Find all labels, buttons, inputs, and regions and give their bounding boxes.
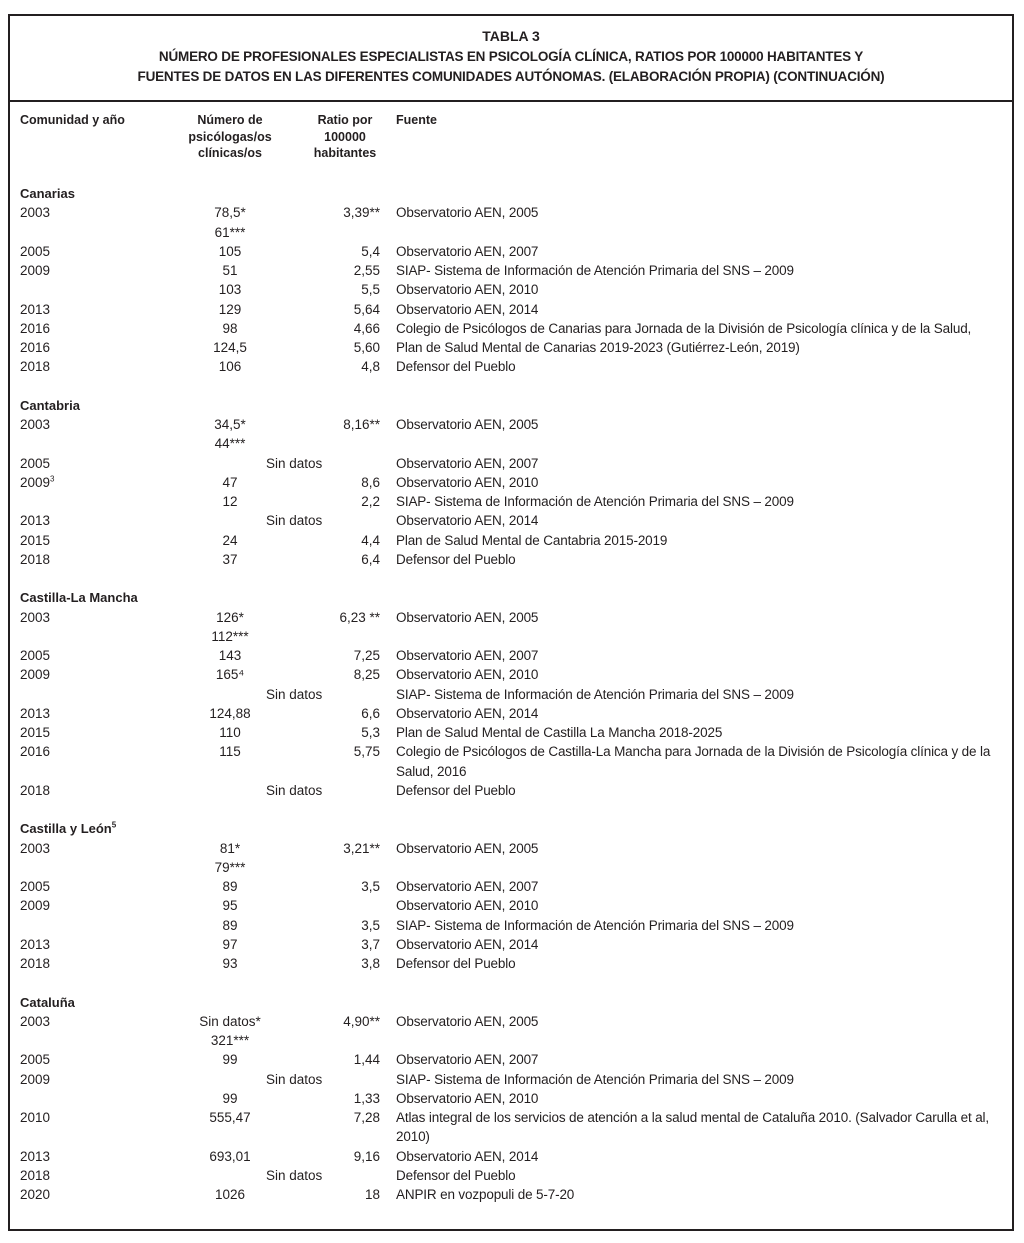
row-year: 2003 xyxy=(20,417,51,432)
table-title-line-1: NÚMERO DE PROFESIONALES ESPECIALISTAS EN PSICOLOGÍA CLÍNICA, RATIOS POR 100000 HABITANTES Y xyxy=(158,49,864,64)
table-row xyxy=(10,280,1012,299)
section-name: Canarias xyxy=(20,186,75,201)
row-numero: 129 xyxy=(218,301,242,317)
table-row xyxy=(10,916,1012,935)
row-numero: 93 xyxy=(222,956,238,971)
row-numero: 1026 xyxy=(214,1187,246,1202)
header-ratio-line: Ratio por xyxy=(317,113,373,127)
row-year: 2013 xyxy=(20,705,51,721)
table-row xyxy=(10,223,1012,242)
section-spacer xyxy=(10,800,1012,819)
row-ratio: 8,25 xyxy=(353,667,380,683)
row-fuente: Defensor del Pueblo xyxy=(396,956,516,971)
footnote-mark: 5 xyxy=(111,820,117,830)
row-ratio: 5,75 xyxy=(353,744,380,760)
row-year: 2018 xyxy=(20,782,51,798)
row-numero: 34,5* xyxy=(214,417,246,432)
table-row xyxy=(10,511,1012,530)
row-ratio: 9,16 xyxy=(353,1148,380,1164)
row-ratio: 4,66 xyxy=(353,320,380,336)
row-ratio: 7,28 xyxy=(353,1110,380,1125)
row-fuente: Defensor del Pueblo xyxy=(396,1167,516,1183)
row-numero: 78,5* xyxy=(214,205,246,221)
row-sin-datos: Sin datos xyxy=(266,686,323,702)
table-row xyxy=(10,434,1012,453)
row-fuente: SIAP- Sistema de Información de Atención Primaria del SNS – 2009 xyxy=(396,917,794,933)
row-fuente: Observatorio AEN, 2005 xyxy=(396,1013,539,1029)
row-fuente: Observatorio AEN, 2010 xyxy=(396,1090,539,1106)
table-row xyxy=(10,685,1012,704)
row-year: 2016 xyxy=(20,744,51,760)
table-row xyxy=(10,1050,1012,1069)
row-numero: 98 xyxy=(222,320,238,336)
row-fuente: Plan de Salud Mental de Canarias 2019-2023 (Gutiérrez-León, 2019) xyxy=(396,340,800,355)
table-row xyxy=(10,742,1012,781)
row-numero: 89 xyxy=(222,879,238,894)
table-row xyxy=(10,858,1012,877)
row-ratio: 18 xyxy=(364,1187,380,1202)
row-fuente: Observatorio AEN, 2014 xyxy=(396,705,539,721)
row-year: 2005 xyxy=(20,879,51,894)
row-fuente: SIAP- Sistema de Información de Atención Primaria del SNS – 2009 xyxy=(396,1071,794,1087)
row-ratio: 2,2 xyxy=(361,494,380,509)
row-fuente: Colegio de Psicólogos de Castilla-La Mancha para Jornada de la División de Psicología clínica y de la Salud, 2016 xyxy=(396,744,991,779)
row-fuente xyxy=(396,434,1006,453)
table-row xyxy=(10,608,1012,627)
row-numero: 126* xyxy=(216,609,244,625)
row-sin-datos: Sin datos xyxy=(266,1167,323,1183)
table-row xyxy=(10,357,1012,376)
header-ratio-line: 100000 xyxy=(324,129,366,144)
table-row xyxy=(10,704,1012,723)
header-numero-line: psicólogas/os xyxy=(188,129,272,144)
row-year: 2003 xyxy=(20,840,51,856)
row-fuente: Observatorio AEN, 2007 xyxy=(396,455,539,471)
row-fuente: Atlas integral de los servicios de atención a la salud mental de Cataluña 2010. (Salvador Carulla et al, 2010) xyxy=(396,1110,990,1145)
row-year: 2005 xyxy=(20,455,51,471)
row-year: 2015 xyxy=(20,725,51,740)
table-row xyxy=(10,1166,1012,1185)
row-numero: Sin datos* xyxy=(199,1013,261,1029)
row-fuente xyxy=(396,1031,1006,1050)
row-ratio: 3,8 xyxy=(361,956,380,971)
row-numero: 37 xyxy=(222,551,238,567)
row-year: 2009 xyxy=(20,667,51,683)
section-name: Cataluña xyxy=(20,994,75,1010)
row-fuente: Colegio de Psicólogos de Canarias para Jornada de la División de Psicología clínica y de la Salud, xyxy=(396,320,972,336)
section-spacer xyxy=(10,569,1012,588)
footnote-mark: 3 xyxy=(50,474,55,484)
row-ratio: 3,5 xyxy=(361,879,380,894)
table-row xyxy=(10,242,1012,261)
row-numero: 143 xyxy=(218,648,242,663)
row-fuente: Observatorio AEN, 2005 xyxy=(396,840,539,856)
row-numero: 47 xyxy=(222,474,238,490)
row-fuente: Defensor del Pueblo xyxy=(396,551,516,567)
row-fuente: Observatorio AEN, 2005 xyxy=(396,417,539,432)
table-row xyxy=(10,781,1012,800)
row-fuente: Defensor del Pueblo xyxy=(396,782,516,798)
row-numero: 12 xyxy=(222,494,238,509)
row-ratio: 5,64 xyxy=(353,301,380,317)
row-numero: 79*** xyxy=(214,859,246,875)
table-row xyxy=(10,338,1012,357)
table-row xyxy=(10,261,1012,280)
row-year: 2005 xyxy=(20,648,51,663)
row-numero: 165⁴ xyxy=(215,667,245,683)
row-year: 2009 xyxy=(20,263,51,278)
header-ratio-line: habitantes xyxy=(313,146,377,160)
row-numero: 321*** xyxy=(210,1033,250,1048)
section-heading xyxy=(10,819,1012,838)
row-numero: 89 xyxy=(222,917,238,933)
row-numero: 112*** xyxy=(211,628,249,644)
row-numero: 103 xyxy=(218,282,242,298)
header-numero xyxy=(170,112,290,162)
table-row xyxy=(10,1031,1012,1050)
table-row xyxy=(10,627,1012,646)
row-fuente: Plan de Salud Mental de Castilla La Mancha 2018-2025 xyxy=(396,725,723,740)
row-numero: 44*** xyxy=(214,436,246,452)
row-year: 2020 xyxy=(20,1187,51,1202)
row-numero: 99 xyxy=(222,1090,238,1106)
row-ratio: 3,7 xyxy=(361,936,380,952)
row-numero: 99 xyxy=(222,1052,238,1068)
row-numero: 95 xyxy=(222,898,238,914)
row-ratio: 5,4 xyxy=(361,243,380,259)
row-numero: 81* xyxy=(219,840,241,856)
row-fuente: Observatorio AEN, 2014 xyxy=(396,936,539,952)
row-ratio: 5,3 xyxy=(361,725,380,740)
row-year: 2016 xyxy=(20,340,51,355)
row-year: 2018 xyxy=(20,359,51,375)
row-year: 2016 xyxy=(20,320,51,336)
row-year: 2009 xyxy=(20,898,51,914)
row-fuente: SIAP- Sistema de Información de Atención Primaria del SNS – 2009 xyxy=(396,263,794,278)
table-row xyxy=(10,531,1012,550)
table-row xyxy=(10,877,1012,896)
row-fuente xyxy=(396,627,1006,646)
table-number: TABLA 3 xyxy=(482,28,540,44)
table-row xyxy=(10,1108,1012,1147)
row-fuente: Observatorio AEN, 2007 xyxy=(396,648,539,663)
section-spacer xyxy=(10,377,1012,396)
row-ratio: 4,8 xyxy=(361,359,380,375)
row-fuente: ANPIR en vozpopuli de 5-7-20 xyxy=(396,1187,575,1202)
row-ratio: 1,33 xyxy=(353,1090,380,1106)
row-year: 2013 xyxy=(20,936,51,952)
row-fuente: Observatorio AEN, 2010 xyxy=(396,474,539,490)
row-numero: 555,47 xyxy=(209,1110,251,1125)
table-frame xyxy=(8,14,1014,1231)
section-heading xyxy=(10,396,1012,415)
row-fuente: Observatorio AEN, 2014 xyxy=(396,1148,539,1164)
row-fuente xyxy=(396,223,1006,242)
row-fuente: Plan de Salud Mental de Cantabria 2015-2019 xyxy=(396,532,668,548)
section-name: Castilla y León xyxy=(20,821,112,837)
header-numero-line: clínicas/os xyxy=(198,146,262,160)
table-row xyxy=(10,203,1012,222)
row-numero: 61*** xyxy=(214,224,246,240)
row-numero: 106 xyxy=(218,359,242,375)
row-fuente: Defensor del Pueblo xyxy=(396,359,516,375)
row-fuente: Observatorio AEN, 2010 xyxy=(396,898,539,914)
table-row xyxy=(10,1089,1012,1108)
header-numero-line: Número de xyxy=(197,113,263,127)
section-name: Castilla-La Mancha xyxy=(20,590,138,606)
table-row xyxy=(10,300,1012,319)
row-fuente xyxy=(396,858,1006,877)
row-year: 2013 xyxy=(20,1148,51,1164)
row-ratio: 2,55 xyxy=(353,263,380,278)
row-fuente: Observatorio AEN, 2010 xyxy=(396,667,539,683)
section-name: Cantabria xyxy=(20,397,80,413)
row-ratio: 7,25 xyxy=(353,648,380,663)
table-row xyxy=(10,954,1012,973)
table-row xyxy=(10,665,1012,684)
row-year: 2018 xyxy=(20,1167,51,1183)
row-numero: 105 xyxy=(218,243,242,259)
row-ratio: 8,6 xyxy=(361,474,380,490)
table-row xyxy=(10,319,1012,338)
table-row xyxy=(10,492,1012,511)
row-fuente: SIAP- Sistema de Información de Atención Primaria del SNS – 2009 xyxy=(396,494,794,509)
table-row xyxy=(10,1147,1012,1166)
table-row xyxy=(10,896,1012,915)
table-body xyxy=(10,184,1012,1204)
section-heading xyxy=(10,993,1012,1012)
table-row xyxy=(10,1185,1012,1204)
column-headers xyxy=(10,102,1012,182)
row-fuente: Observatorio AEN, 2010 xyxy=(396,282,539,298)
row-numero: 115 xyxy=(219,744,241,760)
row-year: 2013 xyxy=(20,301,51,317)
row-year: 2015 xyxy=(20,532,51,548)
row-fuente: Observatorio AEN, 2005 xyxy=(396,609,539,625)
row-year: 2005 xyxy=(20,243,51,259)
table-row xyxy=(10,646,1012,665)
row-fuente: Observatorio AEN, 2007 xyxy=(396,1052,539,1068)
row-fuente: Observatorio AEN, 2005 xyxy=(396,205,539,221)
row-numero: 124,88 xyxy=(209,705,251,721)
row-ratio: 4,90** xyxy=(343,1013,380,1029)
section-spacer xyxy=(10,973,1012,992)
row-sin-datos: Sin datos xyxy=(266,782,323,798)
table-row xyxy=(10,839,1012,858)
row-ratio: 3,39** xyxy=(343,205,380,221)
row-numero: 51 xyxy=(222,263,238,278)
row-year: 2003 xyxy=(20,205,51,221)
row-ratio: 6,23 ** xyxy=(339,609,380,625)
row-fuente: Observatorio AEN, 2014 xyxy=(396,513,539,529)
row-ratio: 5,5 xyxy=(361,282,380,298)
table-row xyxy=(10,1012,1012,1031)
row-numero: 24 xyxy=(222,532,238,548)
table-row xyxy=(10,550,1012,569)
row-fuente: Observatorio AEN, 2007 xyxy=(396,879,539,894)
header-ratio xyxy=(300,112,390,162)
table-row xyxy=(10,415,1012,434)
row-fuente: Observatorio AEN, 2014 xyxy=(396,301,539,317)
header-fuente: Fuente xyxy=(396,113,437,127)
row-fuente: Observatorio AEN, 2007 xyxy=(396,243,539,259)
row-sin-datos: Sin datos xyxy=(266,1071,323,1087)
section-heading xyxy=(10,588,1012,607)
row-year: 2010 xyxy=(20,1110,51,1125)
row-numero: 124,5 xyxy=(213,340,247,355)
table-row xyxy=(10,935,1012,954)
row-ratio: 8,16** xyxy=(343,417,380,432)
row-sin-datos: Sin datos xyxy=(266,455,323,471)
table-row xyxy=(10,473,1012,492)
row-year: 2013 xyxy=(20,513,51,529)
row-year: 2018 xyxy=(20,551,51,567)
table-row xyxy=(10,1070,1012,1089)
table-row xyxy=(10,723,1012,742)
row-ratio: 6,6 xyxy=(361,705,380,721)
row-year: 2005 xyxy=(20,1052,51,1068)
row-ratio: 3,5 xyxy=(361,917,380,933)
section-heading xyxy=(10,184,1012,203)
row-numero: 693,01 xyxy=(209,1148,251,1164)
row-year: 2018 xyxy=(20,956,51,971)
row-ratio: 3,21** xyxy=(343,840,380,856)
row-fuente: SIAP- Sistema de Información de Atención Primaria del SNS – 2009 xyxy=(396,686,794,702)
row-ratio: 4,4 xyxy=(361,532,380,548)
row-numero: 97 xyxy=(222,936,238,952)
table-title-line-2: FUENTES DE DATOS EN LAS DIFERENTES COMUNIDADES AUTÓNOMAS. (ELABORACIÓN PROPIA) (CONTINUACIÓN) xyxy=(137,69,885,84)
header-comunidad: Comunidad y año xyxy=(20,113,125,127)
row-ratio: 5,60 xyxy=(353,340,380,355)
row-sin-datos: Sin datos xyxy=(266,513,323,529)
row-year: 2009 xyxy=(20,1071,51,1087)
row-ratio: 6,4 xyxy=(361,551,380,567)
row-year: 2003 xyxy=(20,1013,51,1029)
row-numero: 110 xyxy=(219,725,241,740)
table-title-block xyxy=(10,16,1012,100)
row-year: 2003 xyxy=(20,609,51,625)
row-year: 2009$^3$ xyxy=(20,474,55,490)
row-ratio: 1,44 xyxy=(353,1052,380,1068)
table-row xyxy=(10,454,1012,473)
